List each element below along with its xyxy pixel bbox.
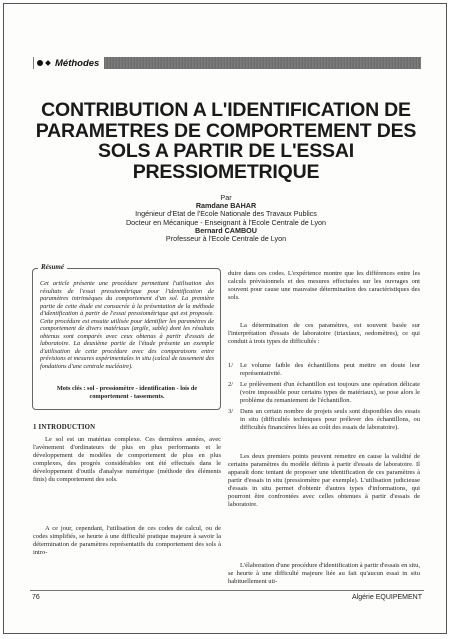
list-item-text: Le volume faible des échantillons peut mettre en doute leur représentativité. <box>240 362 420 377</box>
abstract-text: Cet article présente une procédure permettant l'utilisation des résultats de l'essai pressiométrique pour l'identification de paramètres intrinsèques du comportement d'un sol. La première partie de cette étude est consacrée à la présentation de la méthode d'identification à partir de l'essai pressiométrique qui est proposée. Cette procédure est ensuite utilisée pour identifier les paramètres de comportement de divers matériaux (argile, sable) dont les résultats obtenus sont comparés avec ceux obtenus à partir d'essais de laboratoire. La deuxième partie de l'étude présente un exemple d'utilisation de cette procédure avec des comparaisons entre prévisions et mesures expérimentales in situ (calcul de tassement des fondations d'une centrale nucléaire). <box>40 280 214 371</box>
intro-paragraph-3: duire dans ces codes. L'expérience montre que les différences entre les calculs prévisionnels et des mesures effectuées sur les ouvrages ont souvent pour cause une mauvaise détermination des caractéristiques des sols. <box>228 270 420 301</box>
difficulties-list <box>228 362 420 435</box>
intro-paragraph-2: A ce jour, cependant, l'utilisation de ces codes de calcul, ou de codes simplifiés, se heurte à une difficulté pratique majeure à savoir la détermination de paramètres représentatifs du comportement des sols à intro- <box>33 525 221 556</box>
list-item <box>228 362 420 378</box>
list-item-text: Dans un certain nombre de projets seuls sont disponibles des essais in situ (difficultés techniques pour prélever des échantillons, ou difficultés financières liées au coût des essais de laboratoire). <box>240 408 420 431</box>
list-item <box>228 381 420 405</box>
intro-paragraph-5: Les deux premiers points peuvent remettre en cause la validité de certains paramètres du modèle définis à partir d'essais de laboratoire. Il apparaît donc tentant de proposer une identification de ces paramètres à partir d'essais in situ (pressiomètre par exemple). L'utilisation judicieuse d'essais in situ permet d'obtenir d'autres types d'informations, qui pourront être confrontées avec celles obtenues à partir d'essais de laboratoire. <box>228 453 420 508</box>
keywords: Mots clés : sol - pressiomètre - identification - lois de comportement - tassements. <box>56 385 198 400</box>
page-number: 76 <box>32 594 40 601</box>
section-label <box>34 56 104 70</box>
author2-name: Bernard CAMBOU <box>195 225 257 235</box>
list-item-number: 3/ <box>228 408 234 415</box>
journal-name: Algérie EQUIPEMENT <box>351 594 422 601</box>
by-label: Par <box>220 193 232 202</box>
intro-paragraph-4: La détermination de ces paramètres, est souvent basée sur l'interprétation d'essais de laboratoire (triaxiaux, oedomètres), ce qui conduit à trois types de difficultés : <box>228 322 420 345</box>
bullet-dot-icon <box>37 60 43 66</box>
author2-affiliation: Professeur à l'Ecole Centrale de Lyon <box>165 234 287 244</box>
author1-name: Ramdane BAHAR <box>195 201 257 211</box>
author1-affiliation-2: Docteur en Mécanique - Enseignant à l'Ecole Centrale de Lyon <box>125 217 327 227</box>
abstract-heading: Résumé <box>38 263 67 271</box>
list-item <box>228 408 420 432</box>
section-name: Méthodes <box>55 57 100 69</box>
intro-paragraph-1: Le sol est un matériau complexe. Ces dernières années, avec l'avènement d'ordinateurs de plus en plus performants et le développement de modèles de comportement de plus en plus complexes, des progrès considérables ont été effectués dans le développement d'outils d'analyse numérique (méthode des éléments finis) du comportement des sols. <box>33 436 221 483</box>
authors-block <box>40 194 412 243</box>
list-item-number: 1/ <box>228 362 234 369</box>
introduction-heading: 1 INTRODUCTION <box>33 424 96 431</box>
intro-paragraph-6: L'élaboration d'une procédure d'identification à partir d'essais en situ, se heurte à une difficulté majeure liée au fait qu'aucun essai in situ habituellement uti- <box>228 562 420 585</box>
bullet-diamond-icon <box>45 60 51 66</box>
article-title: CONTRIBUTION A L'IDENTIFICATION DE PARAMETRES DE COMPORTEMENT DES SOLS A PARTIR DE L'ESSAI PRESSIOMETRIQUE <box>35 99 417 183</box>
list-item-number: 2/ <box>228 381 234 388</box>
list-item-text: Le prélèvement d'un échantillon est toujours une opération délicate (voire impossible pour certains types de matériaux), se pose alors le problème du remaniement de l'échantillon. <box>240 381 420 404</box>
author1-affiliation-1: Ingénieur d'Etat de l'Ecole Nationale des Travaux Publics <box>135 209 317 219</box>
footer-divider <box>30 590 424 591</box>
